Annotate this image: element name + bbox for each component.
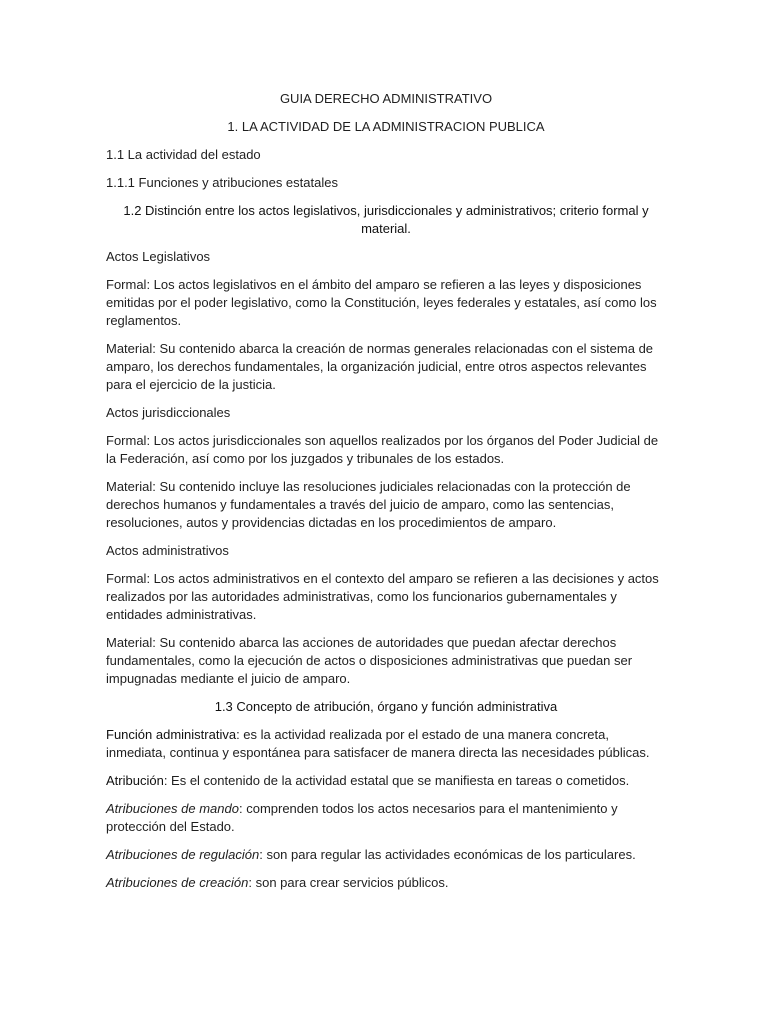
subsection-1-1-1: 1.1.1 Funciones y atribuciones estatales — [106, 175, 338, 190]
regulacion-paragraph — [106, 846, 666, 864]
regulacion-term: Atribuciones de regulación — [106, 847, 260, 862]
funcion-text: : es la actividad realizada por el estado de una manera concreta, inmediata, continua y espontánea para satisfacer de manera directa las necesidades públicas. — [106, 727, 650, 760]
subsection-1-1: 1.1 La actividad del estado — [106, 147, 261, 162]
atribucion-term: Atribución — [106, 773, 164, 788]
creacion-paragraph — [106, 874, 666, 892]
regulacion-text: : son para regular las actividades económicas de los particulares. — [259, 847, 636, 862]
jurisdiccionales-material: Material: Su contenido incluye las resoluciones judiciales relacionadas con la protección de derechos humanos y fundamentales a través del juicio de amparo, como las sentencias, resoluciones, autos y providencias dictadas en los procedimientos de amparo. — [106, 479, 631, 530]
subsection-1-3: 1.3 Concepto de atribución, órgano y función administrativa — [214, 699, 558, 714]
administrativos-heading: Actos administrativos — [106, 543, 229, 558]
legislativos-material: Material: Su contenido abarca la creación de normas generales relacionadas con el sistema de amparo, los derechos fundamentales, la organización judicial, entre otros aspectos relevantes para el ejercicio de la justicia. — [106, 341, 654, 392]
atribucion-text: : Es el contenido de la actividad estatal que se manifiesta en tareas o cometidos. — [163, 773, 630, 788]
subsection-1-2: 1.2 Distinción entre los actos legislativos, jurisdiccionales y administrativos; criterio formal y material. — [123, 203, 649, 236]
funcion-paragraph — [106, 726, 666, 762]
funcion-term: Función administrativa — [106, 727, 237, 742]
document-title: GUIA DERECHO ADMINISTRATIVO — [279, 91, 493, 106]
mando-paragraph — [106, 800, 666, 836]
section-heading-1: 1. LA ACTIVIDAD DE LA ADMINISTRACION PUBLICA — [227, 119, 545, 134]
mando-term: Atribuciones de mando — [106, 801, 239, 816]
creacion-text: : son para crear servicios públicos. — [248, 875, 449, 890]
administrativos-formal: Formal: Los actos administrativos en el contexto del amparo se refieren a las decisiones y actos realizados por las autoridades administrativas, como los funcionarios gubernamentales y entidades administrativas. — [106, 571, 659, 622]
administrativos-material: Material: Su contenido abarca las acciones de autoridades que puedan afectar derechos fundamentales, como la ejecución de actos o disposiciones administrativas que puedan ser impugnadas mediante el juicio de amparo. — [106, 635, 633, 686]
jurisdiccionales-heading: Actos jurisdiccionales — [106, 405, 231, 420]
jurisdiccionales-formal: Formal: Los actos jurisdiccionales son aquellos realizados por los órganos del Poder Judicial de la Federación, así como por los juzgados y tribunales de los estados. — [106, 433, 659, 466]
mando-text: : comprenden todos los actos necesarios para el mantenimiento y protección del Estado. — [106, 801, 618, 834]
creacion-term: Atribuciones de creación — [106, 875, 249, 890]
legislativos-heading: Actos Legislativos — [106, 249, 211, 264]
document-page — [106, 90, 666, 902]
atribucion-paragraph — [106, 772, 666, 790]
legislativos-formal: Formal: Los actos legislativos en el ámbito del amparo se refieren a las leyes y disposiciones emitidas por el poder legislativo, como la Constitución, leyes federales y estatales, así como los reglamentos. — [106, 277, 657, 328]
